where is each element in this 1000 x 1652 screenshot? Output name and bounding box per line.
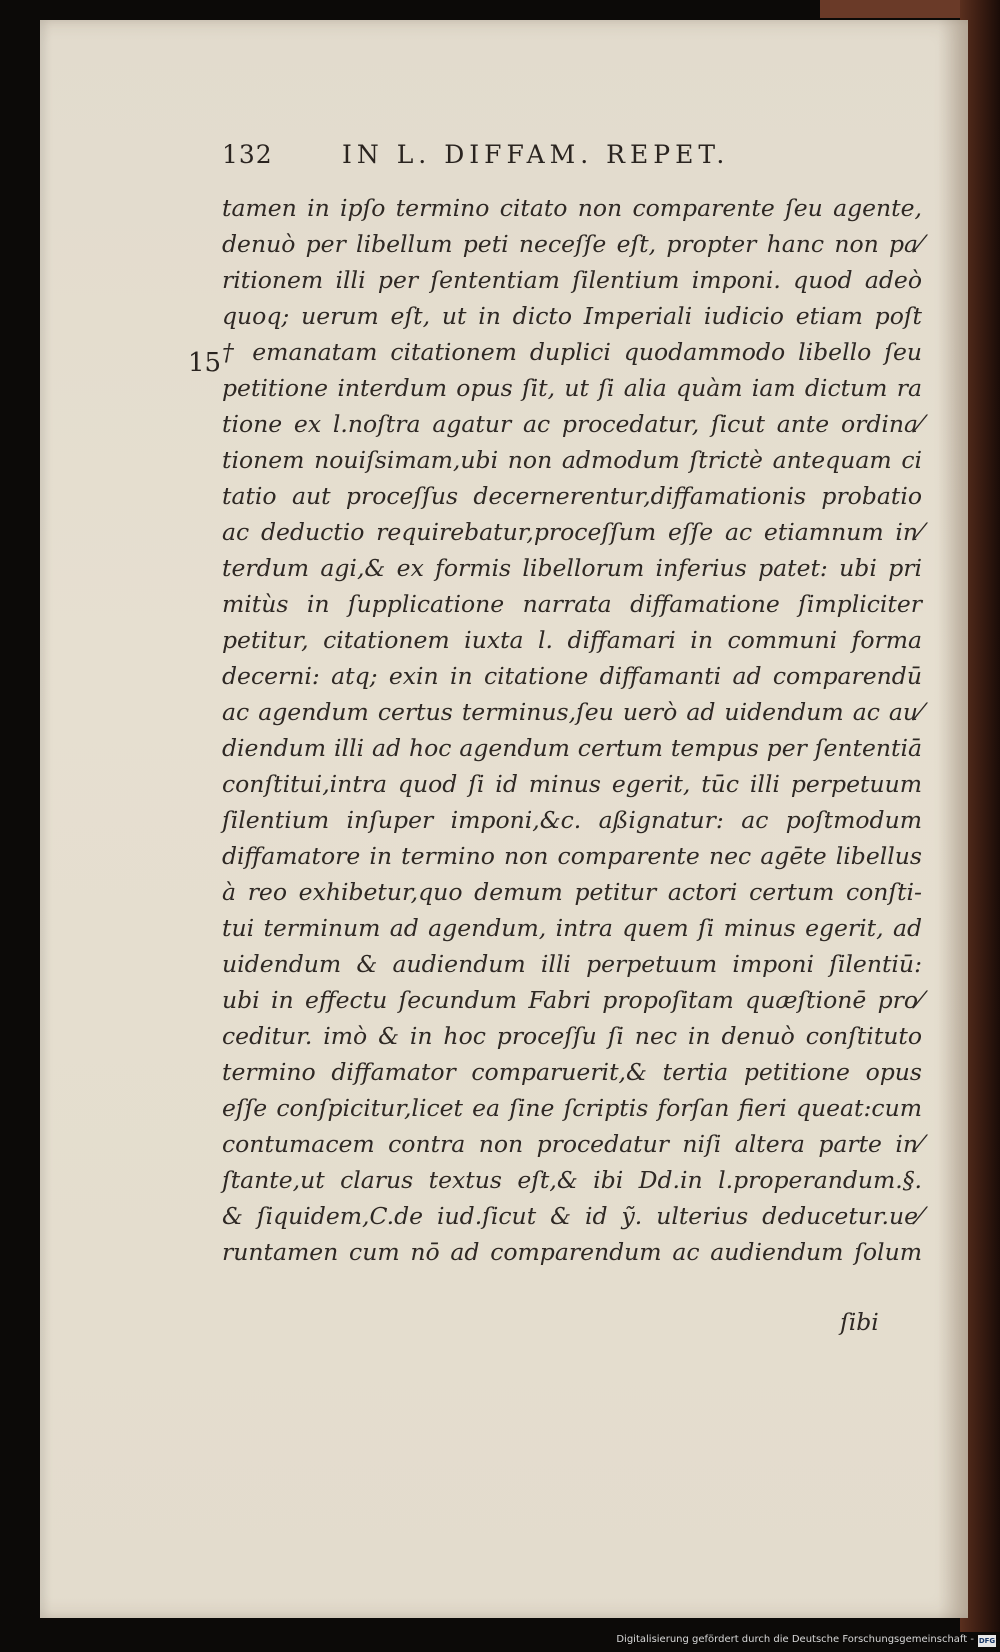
text-line: diendum illi ad hoc agendum certum tempus per ſententiā (222, 734, 922, 762)
text-line: ritionem illi per ſententiam ſilentium imponi. quod adeò (222, 266, 922, 294)
footer-bar (0, 1632, 1000, 1652)
text-line: terdum agi,& ex formis libellorum inferius patet: ubi pri (222, 554, 922, 582)
text-line: tionem nouiſsimam,ubi non admodum ſtrictè antequam ci (222, 446, 922, 474)
text-line: uidendum & audiendum illi perpetuum imponi ſilentiū: (222, 950, 922, 978)
text-line: mitùs in ſupplicatione narrata diffamatione ſimpliciter (222, 590, 922, 618)
text-line: à reo exhibetur,quo demum petitur actori certum conſti- (222, 878, 922, 906)
text-line: † emanatam citationem duplici quodammodo libello ſeu (222, 338, 922, 366)
text-line: tui terminum ad agendum, intra quem ſi minus egerit, ad (222, 914, 922, 942)
text-line: denuò per libellum peti neceſſe eſt, propter hanc non pa⁄ (222, 230, 922, 258)
text-line: contumacem contra non procedatur niſi altera parte in⁄ (222, 1130, 922, 1158)
text-line: conſtitui,intra quod ſi id minus egerit, tūc illi perpetuum (222, 770, 922, 798)
text-line: runtamen cum nō ad comparendum ac audiendum ſolum (222, 1238, 922, 1266)
text-line: & ſiquidem,C.de iud.ſicut & id ỹ. ulterius deducetur.ue⁄ (222, 1202, 922, 1230)
text-line: termino diffamator comparuerit,& tertia petitione opus (222, 1058, 922, 1086)
page-gutter-shadow (938, 20, 968, 1618)
running-title: IN L. DIFFAM. REPET. (342, 140, 730, 169)
margin-note-number: 15 (188, 348, 222, 378)
text-line: tatio aut proceſſus decernerentur,diffamationis probatio (222, 482, 922, 510)
text-line: petitur, citationem iuxta l. diffamari in communi forma (222, 626, 922, 654)
catchword: ſibi (840, 1308, 879, 1336)
text-line: tamen in ipſo termino citato non comparente ſeu agente, (222, 194, 922, 222)
text-line: ſtante,ut clarus textus eſt,& ibi Dd.in l.properandum.§. (222, 1166, 922, 1194)
text-line: quoq; uerum eſt, ut in dicto Imperiali iudicio etiam poſt (222, 302, 922, 330)
body-text (222, 190, 922, 1270)
text-line: decerni: atq; exin in citatione diffamanti ad comparendū (222, 662, 922, 690)
dfg-logo: DFG (978, 1637, 996, 1645)
text-line: ac agendum certus terminus,ſeu uerò ad uidendum ac au⁄ (222, 698, 922, 726)
text-line: ubi in effectu ſecundum Fabri propoſitam quæſtionē pro⁄ (222, 986, 922, 1014)
text-line: eſſe conſpicitur,licet ea ſine ſcriptis forſan fieri queat:cum (222, 1094, 922, 1122)
page-number: 132 (222, 140, 273, 169)
text-line: petitione interdum opus ſit, ut ſi alia quàm iam dictum ra (222, 374, 922, 402)
running-head (222, 140, 922, 180)
text-line: diffamatore in termino non comparente nec agēte libellus (222, 842, 922, 870)
text-line: ceditur. imò & in hoc proceſſu ſi nec in denuò conſtituto (222, 1022, 922, 1050)
text-line: ac deductio requirebatur,proceſſum eſſe ac etiamnum in⁄ (222, 518, 922, 546)
funding-credit: Digitalisierung gefördert durch die Deutsche Forschungsgemeinschaft - (616, 1634, 974, 1645)
text-line: ſilentium inſuper imponi,&c. aßignatur: ac poſtmodum (222, 806, 922, 834)
text-line: tione ex l.noſtra agatur ac procedatur, ſicut ante ordina⁄ (222, 410, 922, 438)
